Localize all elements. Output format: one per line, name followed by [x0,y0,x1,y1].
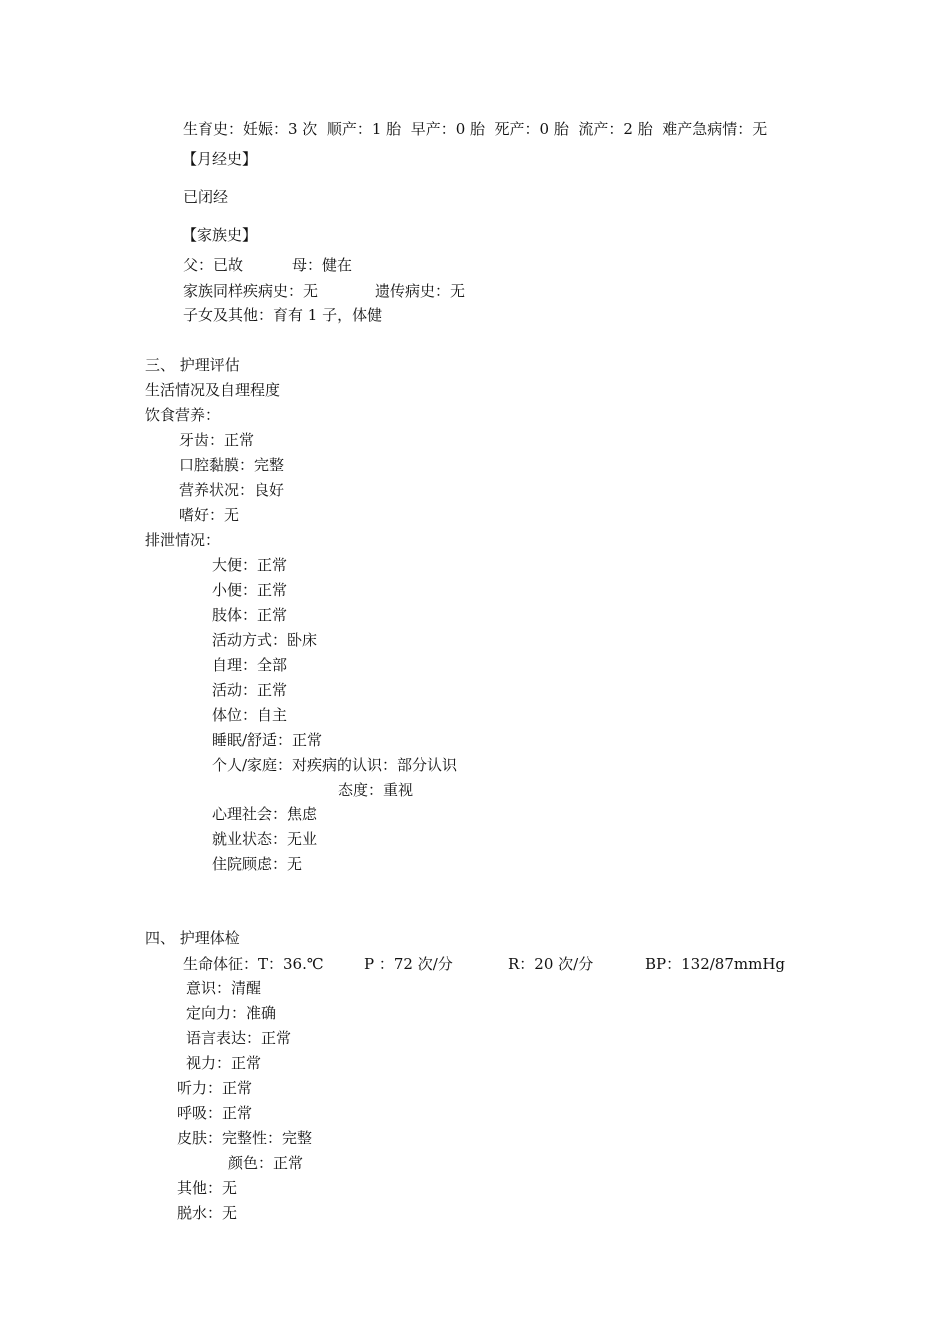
life-self-care-heading: 生活情况及自理程度 [145,381,281,399]
hospital-concern-line: 住院顾虑：无 [212,855,303,873]
family-same-disease: 家族同样疾病史：无 [183,282,319,300]
oral-mucosa-line: 口腔黏膜：完整 [179,456,285,474]
teeth-line: 牙齿：正常 [179,431,255,449]
diet-nutrition-heading: 饮食营养： [145,406,221,424]
employment-line: 就业状态：无业 [212,830,318,848]
other-line: 其他：无 [177,1179,238,1197]
consciousness-line: 意识：清醒 [186,979,262,997]
section-3-title: 三、 护理评估 [145,356,240,374]
excretion-heading: 排泄情况： [145,531,221,549]
disease-awareness-line: 个人/家庭：对疾病的认识：部分认识 [212,756,458,774]
psych-social-line: 心理社会：焦虑 [212,805,318,823]
sleep-comfort-line: 睡眠/舒适：正常 [212,731,323,749]
speech-line: 语言表达：正常 [186,1029,292,1047]
breathing-line: 呼吸：正常 [177,1104,253,1122]
vitals-temperature: 生命体征：T：36.℃ [183,955,324,973]
nutrition-status-line: 营养状况：良好 [179,481,285,499]
vision-line: 视力：正常 [186,1054,262,1072]
skin-color-line: 颜色：正常 [228,1154,304,1172]
vitals-blood-pressure: BP：132/87mmHg [645,955,786,973]
self-care-line: 自理：全部 [212,656,288,674]
section-4-title: 四、 护理体检 [145,929,240,947]
menstrual-history-value: 已闭经 [183,188,229,206]
skin-integrity-line: 皮肤：完整性：完整 [177,1129,313,1147]
hobby-line: 嗜好：无 [179,506,240,524]
activity-line: 活动：正常 [212,681,288,699]
body-position-line: 体位：自主 [212,706,288,724]
hereditary-disease: 遗传病史：无 [375,282,466,300]
dehydration-line: 脱水：无 [177,1204,238,1222]
vitals-respiration: R：20 次/分 [508,955,594,973]
mother-status: 母：健在 [292,256,353,274]
birth-history-line: 生育史：妊娠：3 次 顺产：1 胎 早产：0 胎 死产：0 胎 流产：2 胎 难产急病情：无 [183,120,768,138]
urine-line: 小便：正常 [212,581,288,599]
stool-line: 大便：正常 [212,556,288,574]
menstrual-history-header: 【月经史】 [182,150,258,168]
vitals-pulse: P ：72 次/分 [364,955,453,973]
attitude-line: 态度：重视 [338,781,414,799]
orientation-line: 定向力：准确 [186,1004,277,1022]
children-other: 子女及其他：育有 1 子，体健 [183,306,383,324]
limbs-line: 肢体：正常 [212,606,288,624]
activity-mode-line: 活动方式：卧床 [212,631,318,649]
family-history-header: 【家族史】 [182,226,258,244]
father-status: 父：已故 [183,256,244,274]
hearing-line: 听力：正常 [177,1079,253,1097]
